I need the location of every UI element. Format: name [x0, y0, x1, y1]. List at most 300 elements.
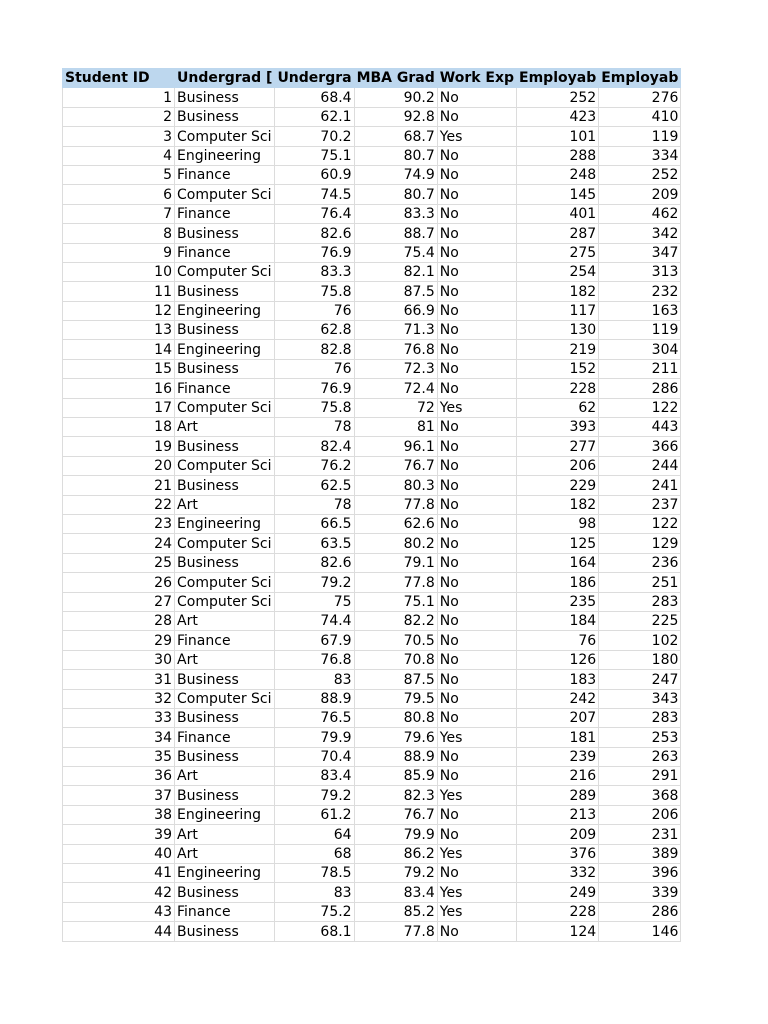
cell-student-id[interactable]: 21: [63, 476, 175, 495]
cell-student-id[interactable]: 12: [63, 301, 175, 320]
cell-mba-grade[interactable]: 75.1: [354, 592, 437, 611]
cell-employability-before[interactable]: 207: [517, 708, 599, 727]
cell-undergrad-grade[interactable]: 76.9: [275, 243, 354, 262]
cell-work-experience[interactable]: No: [437, 553, 516, 572]
cell-employability-after[interactable]: 231: [599, 825, 681, 844]
cell-employability-after[interactable]: 232: [599, 282, 681, 301]
cell-employability-after[interactable]: 396: [599, 864, 681, 883]
cell-employability-after[interactable]: 225: [599, 611, 681, 630]
cell-undergrad-grade[interactable]: 67.9: [275, 631, 354, 650]
cell-undergrad-degree[interactable]: Art: [175, 825, 275, 844]
cell-undergrad-degree[interactable]: Computer Sci: [175, 456, 275, 475]
cell-student-id[interactable]: 28: [63, 611, 175, 630]
cell-student-id[interactable]: 8: [63, 224, 175, 243]
cell-work-experience[interactable]: No: [437, 922, 516, 941]
cell-mba-grade[interactable]: 72.3: [354, 359, 437, 378]
cell-work-experience[interactable]: Yes: [437, 844, 516, 863]
cell-employability-after[interactable]: 304: [599, 340, 681, 359]
cell-work-experience[interactable]: No: [437, 321, 516, 340]
cell-student-id[interactable]: 36: [63, 767, 175, 786]
cell-employability-before[interactable]: 130: [517, 321, 599, 340]
cell-undergrad-grade[interactable]: 62.5: [275, 476, 354, 495]
cell-undergrad-grade[interactable]: 78.5: [275, 864, 354, 883]
cell-work-experience[interactable]: Yes: [437, 398, 516, 417]
cell-mba-grade[interactable]: 82.1: [354, 262, 437, 281]
cell-undergrad-degree[interactable]: Business: [175, 321, 275, 340]
cell-student-id[interactable]: 30: [63, 650, 175, 669]
cell-mba-grade[interactable]: 86.2: [354, 844, 437, 863]
cell-mba-grade[interactable]: 71.3: [354, 321, 437, 340]
cell-mba-grade[interactable]: 76.7: [354, 805, 437, 824]
cell-employability-before[interactable]: 164: [517, 553, 599, 572]
cell-undergrad-grade[interactable]: 82.4: [275, 437, 354, 456]
cell-undergrad-degree[interactable]: Art: [175, 767, 275, 786]
cell-mba-grade[interactable]: 79.5: [354, 689, 437, 708]
cell-employability-after[interactable]: 343: [599, 689, 681, 708]
cell-undergrad-grade[interactable]: 78: [275, 418, 354, 437]
cell-mba-grade[interactable]: 90.2: [354, 88, 437, 107]
cell-mba-grade[interactable]: 66.9: [354, 301, 437, 320]
cell-work-experience[interactable]: No: [437, 262, 516, 281]
cell-undergrad-grade[interactable]: 82.8: [275, 340, 354, 359]
cell-work-experience[interactable]: No: [437, 592, 516, 611]
cell-work-experience[interactable]: No: [437, 340, 516, 359]
cell-employability-after[interactable]: 236: [599, 553, 681, 572]
cell-work-experience[interactable]: No: [437, 107, 516, 126]
cell-undergrad-grade[interactable]: 62.8: [275, 321, 354, 340]
cell-employability-before[interactable]: 209: [517, 825, 599, 844]
cell-employability-before[interactable]: 182: [517, 495, 599, 514]
cell-work-experience[interactable]: No: [437, 670, 516, 689]
cell-student-id[interactable]: 44: [63, 922, 175, 941]
cell-mba-grade[interactable]: 77.8: [354, 495, 437, 514]
cell-undergrad-degree[interactable]: Engineering: [175, 146, 275, 165]
cell-employability-after[interactable]: 244: [599, 456, 681, 475]
cell-employability-before[interactable]: 239: [517, 747, 599, 766]
cell-undergrad-grade[interactable]: 60.9: [275, 165, 354, 184]
cell-employability-before[interactable]: 219: [517, 340, 599, 359]
cell-employability-before[interactable]: 254: [517, 262, 599, 281]
cell-employability-after[interactable]: 237: [599, 495, 681, 514]
cell-undergrad-grade[interactable]: 70.2: [275, 127, 354, 146]
cell-employability-before[interactable]: 235: [517, 592, 599, 611]
cell-employability-before[interactable]: 216: [517, 767, 599, 786]
cell-work-experience[interactable]: No: [437, 204, 516, 223]
cell-mba-grade[interactable]: 80.7: [354, 146, 437, 165]
cell-undergrad-grade[interactable]: 79.2: [275, 573, 354, 592]
cell-undergrad-grade[interactable]: 88.9: [275, 689, 354, 708]
cell-undergrad-degree[interactable]: Engineering: [175, 301, 275, 320]
cell-employability-after[interactable]: 163: [599, 301, 681, 320]
cell-student-id[interactable]: 1: [63, 88, 175, 107]
cell-employability-before[interactable]: 252: [517, 88, 599, 107]
cell-student-id[interactable]: 31: [63, 670, 175, 689]
cell-employability-before[interactable]: 98: [517, 514, 599, 533]
cell-student-id[interactable]: 14: [63, 340, 175, 359]
cell-undergrad-grade[interactable]: 83: [275, 883, 354, 902]
cell-work-experience[interactable]: No: [437, 767, 516, 786]
header-mba-grade[interactable]: MBA Grad: [354, 69, 437, 88]
cell-undergrad-grade[interactable]: 76.9: [275, 379, 354, 398]
cell-employability-after[interactable]: 443: [599, 418, 681, 437]
cell-mba-grade[interactable]: 83.3: [354, 204, 437, 223]
cell-undergrad-grade[interactable]: 83.3: [275, 262, 354, 281]
cell-undergrad-grade[interactable]: 75: [275, 592, 354, 611]
cell-work-experience[interactable]: No: [437, 514, 516, 533]
cell-employability-before[interactable]: 228: [517, 379, 599, 398]
cell-undergrad-grade[interactable]: 76: [275, 359, 354, 378]
cell-undergrad-degree[interactable]: Engineering: [175, 514, 275, 533]
cell-mba-grade[interactable]: 82.2: [354, 611, 437, 630]
cell-mba-grade[interactable]: 76.8: [354, 340, 437, 359]
cell-mba-grade[interactable]: 77.8: [354, 573, 437, 592]
cell-work-experience[interactable]: No: [437, 379, 516, 398]
cell-undergrad-degree[interactable]: Business: [175, 359, 275, 378]
cell-work-experience[interactable]: No: [437, 418, 516, 437]
cell-mba-grade[interactable]: 92.8: [354, 107, 437, 126]
cell-employability-after[interactable]: 206: [599, 805, 681, 824]
cell-employability-after[interactable]: 211: [599, 359, 681, 378]
cell-undergrad-degree[interactable]: Art: [175, 495, 275, 514]
cell-student-id[interactable]: 3: [63, 127, 175, 146]
cell-student-id[interactable]: 22: [63, 495, 175, 514]
cell-mba-grade[interactable]: 85.9: [354, 767, 437, 786]
cell-employability-before[interactable]: 101: [517, 127, 599, 146]
cell-work-experience[interactable]: Yes: [437, 127, 516, 146]
cell-mba-grade[interactable]: 76.7: [354, 456, 437, 475]
cell-employability-after[interactable]: 276: [599, 88, 681, 107]
cell-undergrad-grade[interactable]: 82.6: [275, 553, 354, 572]
cell-employability-before[interactable]: 228: [517, 902, 599, 921]
cell-student-id[interactable]: 38: [63, 805, 175, 824]
cell-mba-grade[interactable]: 80.7: [354, 185, 437, 204]
cell-undergrad-degree[interactable]: Business: [175, 786, 275, 805]
cell-undergrad-degree[interactable]: Computer Sci: [175, 262, 275, 281]
cell-employability-after[interactable]: 347: [599, 243, 681, 262]
cell-employability-before[interactable]: 393: [517, 418, 599, 437]
cell-employability-after[interactable]: 102: [599, 631, 681, 650]
cell-employability-after[interactable]: 283: [599, 708, 681, 727]
cell-employability-before[interactable]: 62: [517, 398, 599, 417]
cell-mba-grade[interactable]: 68.7: [354, 127, 437, 146]
cell-student-id[interactable]: 25: [63, 553, 175, 572]
cell-student-id[interactable]: 29: [63, 631, 175, 650]
cell-student-id[interactable]: 35: [63, 747, 175, 766]
cell-student-id[interactable]: 26: [63, 573, 175, 592]
cell-mba-grade[interactable]: 72.4: [354, 379, 437, 398]
cell-undergrad-degree[interactable]: Business: [175, 437, 275, 456]
cell-undergrad-grade[interactable]: 68.4: [275, 88, 354, 107]
cell-employability-before[interactable]: 242: [517, 689, 599, 708]
cell-undergrad-degree[interactable]: Business: [175, 88, 275, 107]
cell-work-experience[interactable]: No: [437, 437, 516, 456]
cell-employability-before[interactable]: 206: [517, 456, 599, 475]
cell-mba-grade[interactable]: 75.4: [354, 243, 437, 262]
cell-undergrad-degree[interactable]: Finance: [175, 728, 275, 747]
header-student-id[interactable]: Student ID: [63, 69, 175, 88]
cell-employability-after[interactable]: 368: [599, 786, 681, 805]
cell-undergrad-grade[interactable]: 76.2: [275, 456, 354, 475]
cell-employability-before[interactable]: 183: [517, 670, 599, 689]
cell-undergrad-grade[interactable]: 76.8: [275, 650, 354, 669]
cell-employability-before[interactable]: 287: [517, 224, 599, 243]
cell-work-experience[interactable]: No: [437, 611, 516, 630]
cell-undergrad-grade[interactable]: 66.5: [275, 514, 354, 533]
cell-employability-after[interactable]: 209: [599, 185, 681, 204]
cell-employability-before[interactable]: 277: [517, 437, 599, 456]
cell-mba-grade[interactable]: 77.8: [354, 922, 437, 941]
cell-undergrad-grade[interactable]: 76: [275, 301, 354, 320]
cell-mba-grade[interactable]: 82.3: [354, 786, 437, 805]
cell-mba-grade[interactable]: 83.4: [354, 883, 437, 902]
cell-employability-after[interactable]: 286: [599, 902, 681, 921]
cell-mba-grade[interactable]: 96.1: [354, 437, 437, 456]
cell-work-experience[interactable]: No: [437, 534, 516, 553]
cell-undergrad-degree[interactable]: Finance: [175, 204, 275, 223]
cell-student-id[interactable]: 18: [63, 418, 175, 437]
cell-mba-grade[interactable]: 79.6: [354, 728, 437, 747]
cell-employability-after[interactable]: 253: [599, 728, 681, 747]
cell-undergrad-grade[interactable]: 75.1: [275, 146, 354, 165]
cell-employability-after[interactable]: 251: [599, 573, 681, 592]
cell-employability-before[interactable]: 117: [517, 301, 599, 320]
cell-work-experience[interactable]: No: [437, 747, 516, 766]
cell-undergrad-degree[interactable]: Computer Sci: [175, 592, 275, 611]
cell-undergrad-grade[interactable]: 83.4: [275, 767, 354, 786]
cell-work-experience[interactable]: No: [437, 650, 516, 669]
cell-undergrad-degree[interactable]: Finance: [175, 902, 275, 921]
cell-employability-before[interactable]: 289: [517, 786, 599, 805]
cell-undergrad-grade[interactable]: 79.2: [275, 786, 354, 805]
cell-undergrad-degree[interactable]: Finance: [175, 631, 275, 650]
cell-undergrad-grade[interactable]: 83: [275, 670, 354, 689]
cell-undergrad-grade[interactable]: 74.5: [275, 185, 354, 204]
cell-undergrad-degree[interactable]: Computer Sci: [175, 534, 275, 553]
cell-undergrad-degree[interactable]: Business: [175, 553, 275, 572]
cell-employability-before[interactable]: 76: [517, 631, 599, 650]
cell-employability-after[interactable]: 180: [599, 650, 681, 669]
cell-student-id[interactable]: 11: [63, 282, 175, 301]
cell-work-experience[interactable]: No: [437, 185, 516, 204]
cell-undergrad-degree[interactable]: Computer Sci: [175, 573, 275, 592]
cell-student-id[interactable]: 2: [63, 107, 175, 126]
cell-student-id[interactable]: 20: [63, 456, 175, 475]
cell-employability-before[interactable]: 401: [517, 204, 599, 223]
cell-mba-grade[interactable]: 79.9: [354, 825, 437, 844]
cell-undergrad-degree[interactable]: Business: [175, 883, 275, 902]
cell-mba-grade[interactable]: 80.3: [354, 476, 437, 495]
header-undergrad-degree[interactable]: Undergrad [: [175, 69, 275, 88]
cell-employability-before[interactable]: 213: [517, 805, 599, 824]
cell-mba-grade[interactable]: 81: [354, 418, 437, 437]
cell-employability-before[interactable]: 126: [517, 650, 599, 669]
cell-employability-after[interactable]: 263: [599, 747, 681, 766]
cell-work-experience[interactable]: No: [437, 573, 516, 592]
cell-employability-after[interactable]: 241: [599, 476, 681, 495]
cell-employability-after[interactable]: 247: [599, 670, 681, 689]
cell-student-id[interactable]: 37: [63, 786, 175, 805]
cell-undergrad-grade[interactable]: 75.2: [275, 902, 354, 921]
cell-undergrad-degree[interactable]: Art: [175, 611, 275, 630]
cell-employability-after[interactable]: 313: [599, 262, 681, 281]
cell-work-experience[interactable]: No: [437, 165, 516, 184]
cell-employability-after[interactable]: 334: [599, 146, 681, 165]
cell-work-experience[interactable]: Yes: [437, 728, 516, 747]
cell-undergrad-degree[interactable]: Art: [175, 844, 275, 863]
cell-employability-before[interactable]: 229: [517, 476, 599, 495]
cell-student-id[interactable]: 27: [63, 592, 175, 611]
cell-mba-grade[interactable]: 80.8: [354, 708, 437, 727]
cell-undergrad-degree[interactable]: Business: [175, 282, 275, 301]
cell-employability-before[interactable]: 275: [517, 243, 599, 262]
cell-mba-grade[interactable]: 70.5: [354, 631, 437, 650]
cell-employability-after[interactable]: 129: [599, 534, 681, 553]
cell-undergrad-grade[interactable]: 63.5: [275, 534, 354, 553]
header-employability-before[interactable]: Employab: [517, 69, 599, 88]
cell-student-id[interactable]: 32: [63, 689, 175, 708]
cell-work-experience[interactable]: No: [437, 864, 516, 883]
cell-employability-before[interactable]: 184: [517, 611, 599, 630]
cell-undergrad-degree[interactable]: Computer Sci: [175, 127, 275, 146]
cell-student-id[interactable]: 41: [63, 864, 175, 883]
cell-undergrad-degree[interactable]: Business: [175, 107, 275, 126]
cell-employability-before[interactable]: 124: [517, 922, 599, 941]
cell-undergrad-degree[interactable]: Business: [175, 922, 275, 941]
cell-student-id[interactable]: 9: [63, 243, 175, 262]
header-undergrad-grade[interactable]: Undergra: [275, 69, 354, 88]
cell-student-id[interactable]: 6: [63, 185, 175, 204]
cell-employability-before[interactable]: 249: [517, 883, 599, 902]
cell-employability-after[interactable]: 366: [599, 437, 681, 456]
cell-employability-before[interactable]: 186: [517, 573, 599, 592]
cell-employability-after[interactable]: 283: [599, 592, 681, 611]
cell-work-experience[interactable]: No: [437, 243, 516, 262]
cell-employability-before[interactable]: 288: [517, 146, 599, 165]
cell-employability-before[interactable]: 145: [517, 185, 599, 204]
cell-student-id[interactable]: 23: [63, 514, 175, 533]
cell-employability-before[interactable]: 182: [517, 282, 599, 301]
cell-student-id[interactable]: 16: [63, 379, 175, 398]
cell-work-experience[interactable]: No: [437, 825, 516, 844]
cell-undergrad-grade[interactable]: 62.1: [275, 107, 354, 126]
cell-work-experience[interactable]: No: [437, 359, 516, 378]
cell-undergrad-grade[interactable]: 82.6: [275, 224, 354, 243]
cell-work-experience[interactable]: No: [437, 495, 516, 514]
cell-student-id[interactable]: 13: [63, 321, 175, 340]
cell-student-id[interactable]: 4: [63, 146, 175, 165]
cell-employability-before[interactable]: 248: [517, 165, 599, 184]
cell-undergrad-grade[interactable]: 68: [275, 844, 354, 863]
cell-work-experience[interactable]: No: [437, 146, 516, 165]
cell-undergrad-degree[interactable]: Computer Sci: [175, 398, 275, 417]
cell-mba-grade[interactable]: 79.2: [354, 864, 437, 883]
cell-undergrad-degree[interactable]: Business: [175, 670, 275, 689]
cell-employability-before[interactable]: 152: [517, 359, 599, 378]
cell-undergrad-grade[interactable]: 68.1: [275, 922, 354, 941]
cell-employability-after[interactable]: 119: [599, 321, 681, 340]
cell-undergrad-degree[interactable]: Business: [175, 476, 275, 495]
cell-undergrad-grade[interactable]: 64: [275, 825, 354, 844]
cell-employability-after[interactable]: 122: [599, 398, 681, 417]
cell-mba-grade[interactable]: 80.2: [354, 534, 437, 553]
cell-undergrad-degree[interactable]: Business: [175, 224, 275, 243]
cell-undergrad-degree[interactable]: Business: [175, 747, 275, 766]
cell-work-experience[interactable]: No: [437, 631, 516, 650]
cell-undergrad-grade[interactable]: 76.4: [275, 204, 354, 223]
cell-mba-grade[interactable]: 87.5: [354, 282, 437, 301]
cell-mba-grade[interactable]: 70.8: [354, 650, 437, 669]
cell-mba-grade[interactable]: 88.9: [354, 747, 437, 766]
cell-undergrad-degree[interactable]: Computer Sci: [175, 689, 275, 708]
cell-undergrad-degree[interactable]: Finance: [175, 379, 275, 398]
cell-undergrad-degree[interactable]: Art: [175, 418, 275, 437]
cell-work-experience[interactable]: Yes: [437, 902, 516, 921]
header-work-experience[interactable]: Work Exp: [437, 69, 516, 88]
cell-mba-grade[interactable]: 87.5: [354, 670, 437, 689]
cell-employability-after[interactable]: 286: [599, 379, 681, 398]
cell-student-id[interactable]: 15: [63, 359, 175, 378]
cell-employability-before[interactable]: 125: [517, 534, 599, 553]
cell-mba-grade[interactable]: 88.7: [354, 224, 437, 243]
cell-student-id[interactable]: 43: [63, 902, 175, 921]
cell-student-id[interactable]: 5: [63, 165, 175, 184]
cell-employability-before[interactable]: 332: [517, 864, 599, 883]
cell-employability-after[interactable]: 339: [599, 883, 681, 902]
cell-employability-after[interactable]: 252: [599, 165, 681, 184]
cell-undergrad-grade[interactable]: 79.9: [275, 728, 354, 747]
cell-undergrad-degree[interactable]: Engineering: [175, 805, 275, 824]
cell-work-experience[interactable]: No: [437, 805, 516, 824]
cell-undergrad-degree[interactable]: Finance: [175, 165, 275, 184]
cell-student-id[interactable]: 42: [63, 883, 175, 902]
cell-student-id[interactable]: 33: [63, 708, 175, 727]
cell-employability-after[interactable]: 146: [599, 922, 681, 941]
cell-work-experience[interactable]: No: [437, 456, 516, 475]
cell-work-experience[interactable]: Yes: [437, 786, 516, 805]
cell-undergrad-degree[interactable]: Finance: [175, 243, 275, 262]
cell-mba-grade[interactable]: 72: [354, 398, 437, 417]
cell-mba-grade[interactable]: 62.6: [354, 514, 437, 533]
cell-work-experience[interactable]: No: [437, 689, 516, 708]
cell-work-experience[interactable]: No: [437, 224, 516, 243]
cell-work-experience[interactable]: No: [437, 476, 516, 495]
cell-undergrad-grade[interactable]: 61.2: [275, 805, 354, 824]
cell-mba-grade[interactable]: 74.9: [354, 165, 437, 184]
cell-employability-after[interactable]: 119: [599, 127, 681, 146]
cell-employability-after[interactable]: 291: [599, 767, 681, 786]
cell-student-id[interactable]: 24: [63, 534, 175, 553]
cell-undergrad-grade[interactable]: 74.4: [275, 611, 354, 630]
cell-student-id[interactable]: 10: [63, 262, 175, 281]
cell-work-experience[interactable]: No: [437, 88, 516, 107]
cell-student-id[interactable]: 7: [63, 204, 175, 223]
cell-undergrad-degree[interactable]: Computer Sci: [175, 185, 275, 204]
cell-undergrad-degree[interactable]: Art: [175, 650, 275, 669]
cell-student-id[interactable]: 39: [63, 825, 175, 844]
cell-undergrad-degree[interactable]: Engineering: [175, 864, 275, 883]
header-employability-after[interactable]: Employab: [599, 69, 681, 88]
cell-undergrad-grade[interactable]: 75.8: [275, 398, 354, 417]
cell-work-experience[interactable]: No: [437, 708, 516, 727]
cell-employability-after[interactable]: 122: [599, 514, 681, 533]
cell-undergrad-grade[interactable]: 76.5: [275, 708, 354, 727]
cell-undergrad-grade[interactable]: 75.8: [275, 282, 354, 301]
cell-employability-after[interactable]: 462: [599, 204, 681, 223]
cell-employability-before[interactable]: 181: [517, 728, 599, 747]
cell-student-id[interactable]: 17: [63, 398, 175, 417]
cell-employability-after[interactable]: 389: [599, 844, 681, 863]
cell-undergrad-grade[interactable]: 70.4: [275, 747, 354, 766]
